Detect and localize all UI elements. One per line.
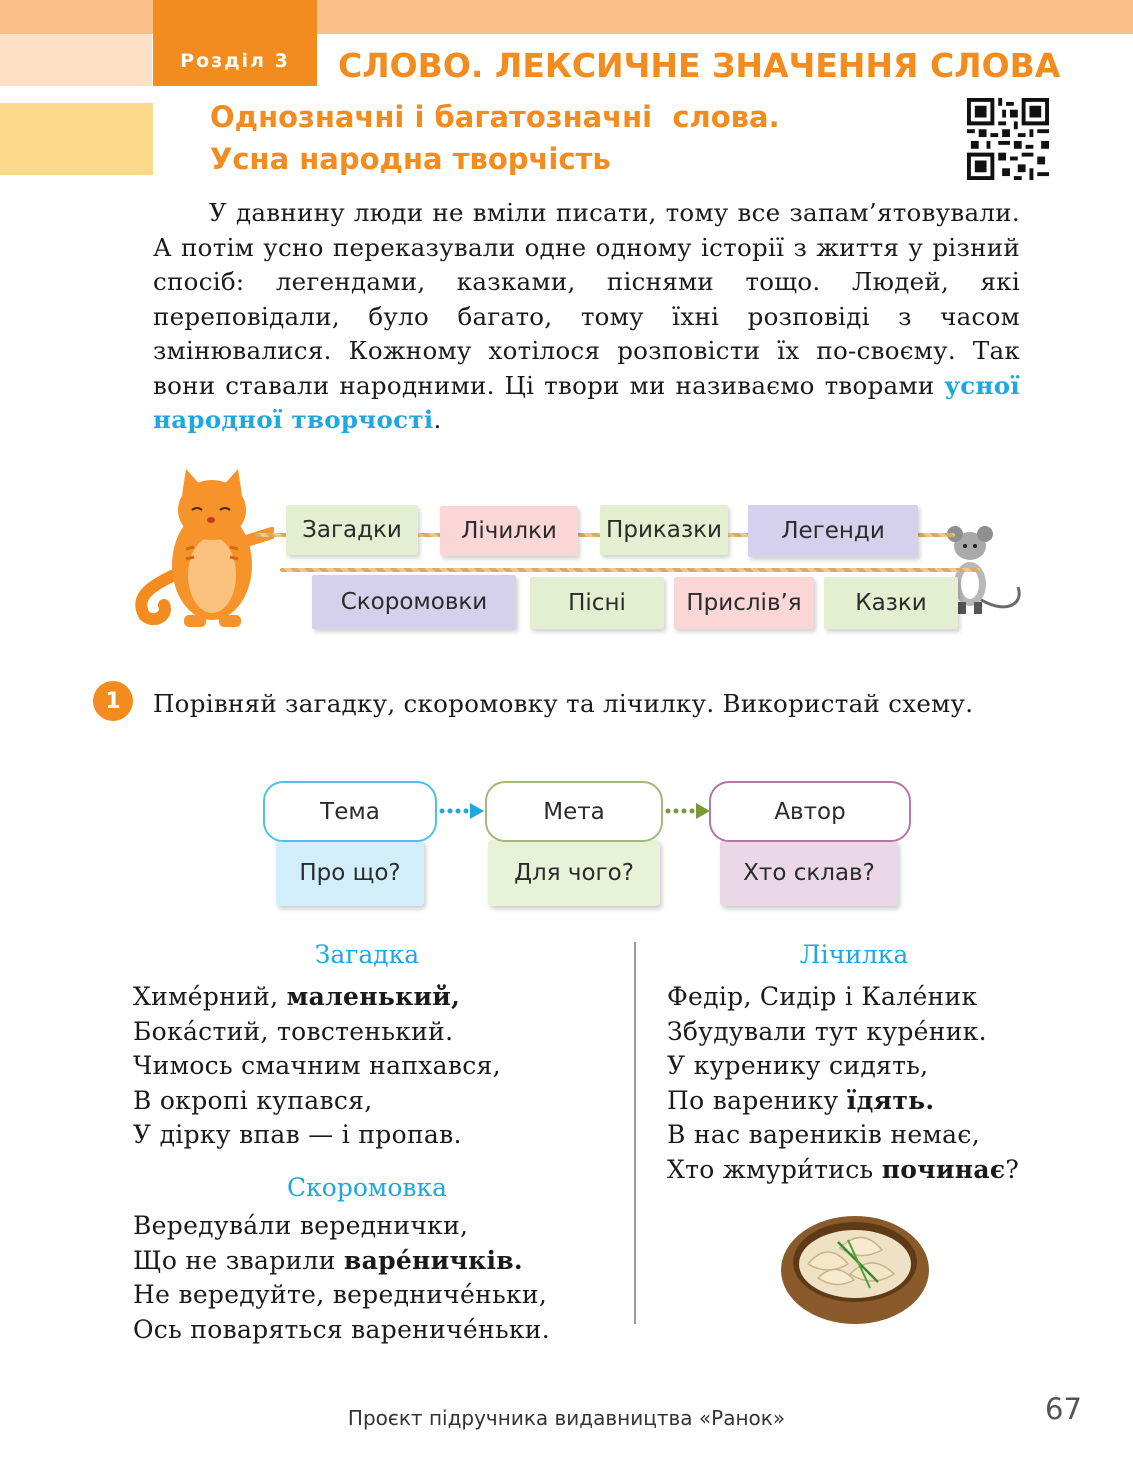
topic-title-line-2: Усна народна творчість xyxy=(210,142,611,176)
section-label: Розділ 3 xyxy=(180,50,290,72)
column-divider xyxy=(634,942,636,1324)
scheme-box-purpose: Мета xyxy=(485,781,663,842)
riddle-line xyxy=(133,980,501,1015)
riddle-line: В окропі купався, xyxy=(133,1085,373,1115)
task-text: Порівняй загадку, скоромовку та лічилку. Використай схему. xyxy=(153,689,974,718)
scheme-question-purpose: Для чого? xyxy=(488,840,660,906)
intro-end: . xyxy=(433,405,442,434)
riddle-line: Бока́стий, товстенький. xyxy=(133,1016,454,1046)
riddle-line-1b: маленький, xyxy=(286,982,461,1011)
counting-rhyme-line xyxy=(667,1153,1019,1188)
counting-rhyme-line: В нас вареників немає, xyxy=(667,1120,980,1150)
genre-card-proverbs: Прислів’я xyxy=(674,577,814,629)
counting-rhyme-text xyxy=(667,980,1019,1188)
genre-card-tongue-twisters: Скоромовки xyxy=(312,575,516,629)
rope-bottom xyxy=(280,568,980,572)
decor-block xyxy=(0,103,153,175)
counting-rhyme-line-6c: ? xyxy=(1005,1154,1020,1184)
counting-rhyme-line: Збудували тут куре́ник. xyxy=(667,1016,987,1046)
footer-text: Проєкт підручника видавництва «Ранок» xyxy=(347,1406,786,1430)
tongue-twister-text xyxy=(133,1209,550,1347)
tongue-twister-line-2a: Що не зварили xyxy=(133,1245,344,1275)
tongue-twister-line xyxy=(133,1244,550,1279)
intro-text: У давнину люди не вміли писати, тому все запам’ятовували. А потім усно переказували одне одному історії з життя у різний спосіб: легендами, казками, піснями тощо. Людей, які переповідали, було багато, тому їхні розповіді з часом змінювалися. Кожному хотілося розповісти їх по-своєму. Так вони ставали народними. Ці твори ми називаємо творами xyxy=(153,198,1020,400)
tongue-twister-line: Не вередуйте, вередниче́ньки, xyxy=(133,1280,548,1310)
genre-card-counting-rhymes: Лічилки xyxy=(440,506,578,556)
counting-rhyme-title: Лічилка xyxy=(799,940,909,969)
genre-card-riddles: Загадки xyxy=(286,505,418,555)
counting-rhyme-line: У куренику сидять, xyxy=(667,1051,929,1081)
tongue-twister-title: Скоромовка xyxy=(287,1173,447,1202)
cat-illustration xyxy=(134,465,274,630)
counting-rhyme-line-4a: По варенику xyxy=(667,1085,847,1115)
scheme-box-author: Автор xyxy=(709,781,911,842)
intro-paragraph xyxy=(153,196,1020,438)
arrow-right-icon xyxy=(438,801,486,821)
header-band-light xyxy=(0,34,152,86)
riddle-text xyxy=(133,980,501,1153)
genre-card-songs: Пісні xyxy=(530,577,664,629)
tongue-twister-line-2b: варе́ничків. xyxy=(343,1245,523,1275)
genre-card-legends: Легенди xyxy=(748,505,918,557)
tongue-twister-line: Вередува́ли вереднички, xyxy=(133,1211,469,1240)
task-number-badge: 1 xyxy=(93,681,133,721)
riddle-title: Загадка xyxy=(314,940,420,969)
scheme-box-topic: Тема xyxy=(263,781,437,842)
dumplings-bowl-illustration xyxy=(778,1212,932,1328)
genre-card-tales: Казки xyxy=(824,577,958,629)
genre-card-sayings: Приказки xyxy=(600,505,728,555)
page-number: 67 xyxy=(1045,1392,1082,1426)
section-badge xyxy=(153,0,317,86)
counting-rhyme-line-6b: починає xyxy=(881,1154,1006,1184)
counting-rhyme-line-4b: їдять. xyxy=(846,1085,935,1115)
counting-rhyme-line xyxy=(667,1084,1019,1119)
arrow-right-icon xyxy=(664,801,712,821)
scheme-question-author: Хто склав? xyxy=(720,840,898,906)
riddle-line: У дірку впав — і пропав. xyxy=(133,1120,462,1150)
intro-highlight: усної народної творчості xyxy=(153,370,1020,434)
tongue-twister-line: Ось поваряться варениче́ньки. xyxy=(133,1314,551,1344)
riddle-line: Чимось смачним напхався, xyxy=(133,1051,501,1081)
riddle-line-1a: Химе́рний, xyxy=(133,982,287,1011)
counting-rhyme-line-6a: Хто жмури́тись xyxy=(667,1154,882,1184)
qr-code-icon[interactable] xyxy=(967,98,1049,180)
topic-title xyxy=(210,96,780,180)
counting-rhyme-line: Федір, Сидір і Кале́ник xyxy=(667,982,978,1011)
topic-title-line-1: Однозначні і багатозначні слова. xyxy=(210,100,780,134)
genre-illustration xyxy=(0,460,1133,660)
scheme-question-topic: Про що? xyxy=(276,840,424,906)
chapter-title: СЛОВО. ЛЕКСИЧНЕ ЗНАЧЕННЯ СЛОВА xyxy=(338,46,1061,85)
